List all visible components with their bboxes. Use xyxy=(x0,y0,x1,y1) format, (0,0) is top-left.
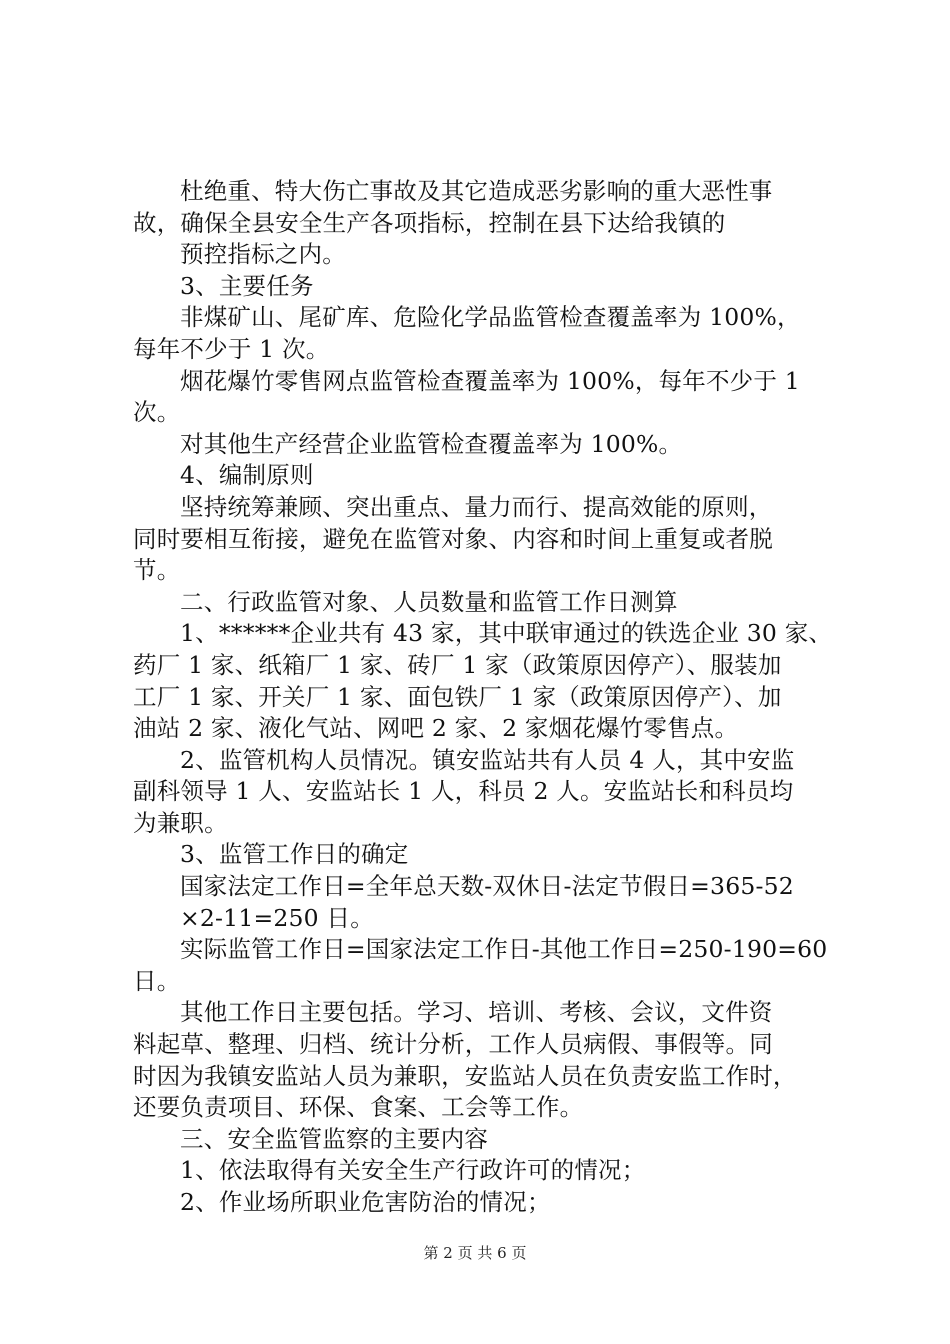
text-line: 4、编制原则 xyxy=(180,461,314,490)
text-line: 烟花爆竹零售网点监管检查覆盖率为 100%，每年不少于 1 xyxy=(180,366,800,395)
text-line: 日。 xyxy=(133,966,181,995)
text-line: 故，确保全县安全生产各项指标，控制在县下达给我镇的 xyxy=(133,208,726,237)
text-line: 1、依法取得有关安全生产行政许可的情况； xyxy=(180,1156,646,1185)
text-line: 同时要相互衔接，避免在监管对象、内容和时间上重复或者脱 xyxy=(133,524,773,553)
text-line: 每年不少于 1 次。 xyxy=(133,334,330,363)
text-line: 节。 xyxy=(133,556,181,585)
text-line: 二、行政监管对象、人员数量和监管工作日测算 xyxy=(180,587,678,616)
text-line: 预控指标之内。 xyxy=(180,240,346,269)
text-line: 1、******企业共有 43 家，其中联审通过的铁选企业 30 家、 xyxy=(180,619,833,648)
document-body xyxy=(133,176,833,1219)
text-line: ×2-11=250 日。 xyxy=(180,903,374,932)
text-line: 2、监管机构人员情况。镇安监站共有人员 4 人，其中安监 xyxy=(180,745,795,774)
text-line: 副科领导 1 人、安监站长 1 人，科员 2 人。安监站长和科员均 xyxy=(133,777,794,806)
text-line: 国家法定工作日=全年总天数-双休日-法定节假日=365-52 xyxy=(180,872,794,901)
text-line: 对其他生产经营企业监管检查覆盖率为 100%。 xyxy=(180,429,683,458)
text-line: 实际监管工作日=国家法定工作日-其他工作日=250-190=60 xyxy=(180,935,828,964)
text-line: 工厂 1 家、开关厂 1 家、面包铁厂 1 家（政策原因停产）、加 xyxy=(133,682,782,711)
text-line: 次。 xyxy=(133,398,181,427)
text-line: 3、主要任务 xyxy=(180,271,314,300)
text-line: 还要负责项目、环保、食案、工会等工作。 xyxy=(133,1093,584,1122)
text-line: 其他工作日主要包括。学习、培训、考核、会议，文件资 xyxy=(180,998,773,1027)
text-line: 三、安全监管监察的主要内容 xyxy=(180,1124,489,1153)
text-line: 坚持统筹兼顾、突出重点、量力而行、提高效能的原则， xyxy=(180,492,773,521)
text-line: 药厂 1 家、纸箱厂 1 家、砖厂 1 家（政策原因停产）、服装加 xyxy=(133,650,782,679)
text-line: 非煤矿山、尾矿库、危险化学品监管检查覆盖率为 100%， xyxy=(180,303,801,332)
text-line: 杜绝重、特大伤亡事故及其它造成恶劣影响的重大恶性事 xyxy=(180,177,773,205)
text-line: 时因为我镇安监站人员为兼职，安监站人员在负责安监工作时， xyxy=(133,1061,797,1090)
text-line: 2、作业场所职业危害防治的情况； xyxy=(180,1188,551,1216)
text-line: 料起草、整理、归档、统计分析，工作人员病假、事假等。同 xyxy=(133,1030,773,1059)
page-footer: 第 2 页 共 6 页 xyxy=(423,1244,527,1262)
text-line: 油站 2 家、液化气站、网吧 2 家、2 家烟花爆竹零售点。 xyxy=(133,714,739,743)
text-line: 3、监管工作日的确定 xyxy=(180,840,409,869)
text-line: 为兼职。 xyxy=(133,808,228,837)
